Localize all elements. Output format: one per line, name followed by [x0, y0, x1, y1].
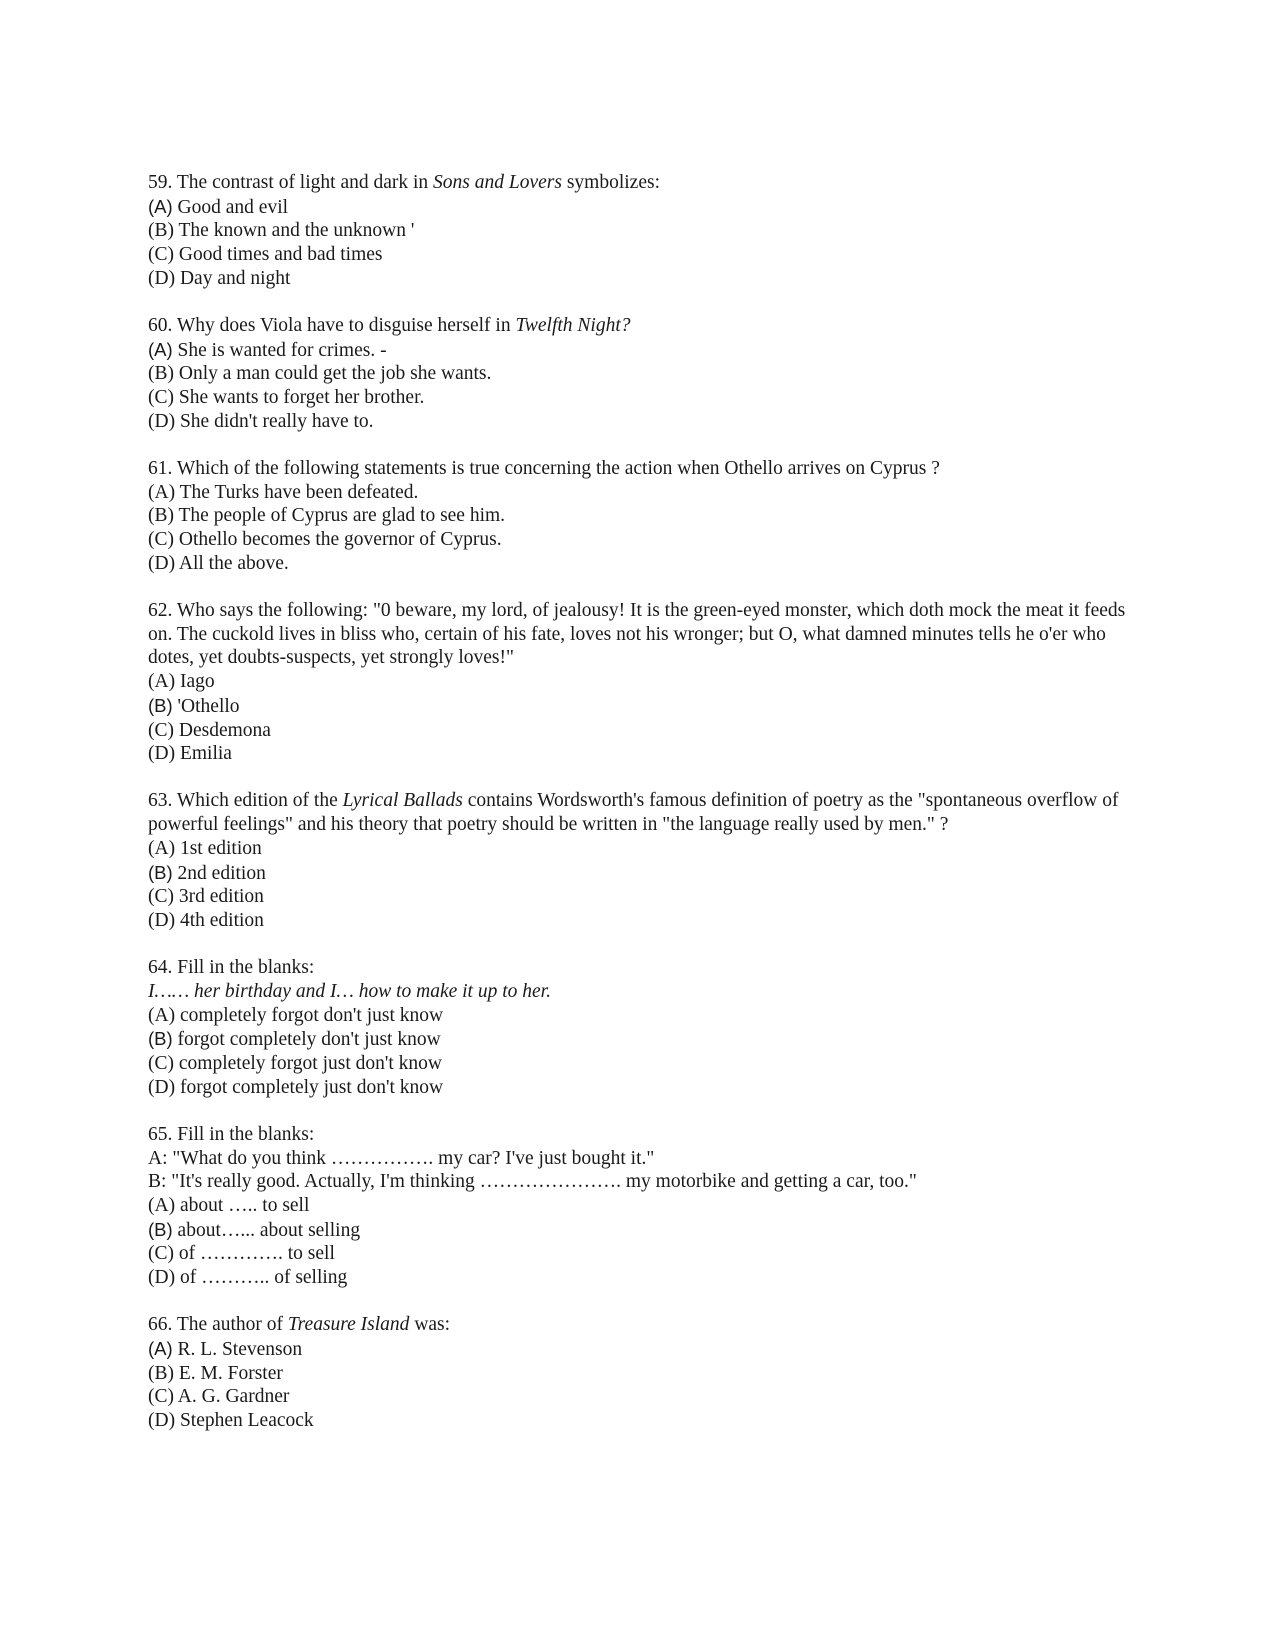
question-number: 59. — [148, 172, 173, 193]
option-letter: (B) — [148, 220, 174, 242]
answer-option — [148, 1385, 1148, 1409]
option-text: The known and the unknown ' — [174, 220, 415, 242]
answer-option — [148, 1004, 1148, 1028]
option-text: Iago — [175, 671, 215, 693]
answer-option — [148, 837, 1148, 861]
answer-option — [148, 219, 1148, 243]
answer-option — [148, 1194, 1148, 1218]
option-text: forgot completely don't just know — [172, 1029, 441, 1051]
option-text: E. M. Forster — [174, 1362, 283, 1384]
option-text: Good and evil — [172, 196, 289, 218]
title-italic: Lyrical Ballads — [342, 790, 463, 812]
answer-option — [148, 1242, 1148, 1266]
option-letter: (A) — [148, 1338, 173, 1360]
option-letter: (A) — [148, 671, 176, 693]
option-text: Stephen Leacock — [175, 1410, 314, 1432]
option-text: Good times and bad times — [174, 244, 383, 266]
option-text: 2nd edition — [172, 862, 266, 884]
question-text: Why does Viola have to disguise herself in — [172, 315, 516, 337]
option-letter: (D) — [148, 743, 176, 765]
answer-option — [148, 1337, 1148, 1362]
option-text: Only a man could get the job she wants. — [174, 363, 492, 385]
option-letter: (D) — [148, 267, 176, 289]
question-62 — [148, 599, 1148, 766]
question-59 — [148, 171, 1148, 291]
option-letter: (D) — [148, 1267, 176, 1289]
question-text: Fill in the blanks: — [172, 957, 315, 979]
question-text: The author of — [172, 1314, 288, 1336]
question-stem — [148, 956, 1148, 980]
option-text: completely forgot just don't know — [174, 1053, 443, 1074]
option-letter: (A) — [148, 1004, 176, 1026]
option-letter: (B) — [148, 1218, 173, 1240]
question-sheet — [148, 171, 1148, 1456]
option-letter: (B) — [148, 505, 174, 527]
option-text: 'Othello — [172, 695, 240, 717]
option-letter: (B) — [148, 363, 174, 385]
answer-option — [148, 362, 1148, 386]
answer-option — [148, 885, 1148, 909]
option-text: completely forgot don't just know — [175, 1004, 444, 1026]
question-text: Which of the following statements is true concerning the action when Othello arrives on Cyprus ? — [172, 458, 940, 480]
answer-option — [148, 1052, 1148, 1076]
title-italic: Sons and Lovers — [433, 172, 562, 193]
question-number: 63. — [148, 790, 173, 812]
question-65 — [148, 1123, 1148, 1290]
answer-option — [148, 670, 1148, 694]
option-letter: (C) — [148, 719, 174, 741]
option-letter: (C) — [148, 1053, 174, 1074]
option-letter: (D) — [148, 552, 176, 574]
option-text: Day and night — [175, 267, 291, 289]
question-stem — [148, 1313, 1148, 1337]
option-letter: (C) — [148, 886, 174, 908]
answer-option — [148, 528, 1148, 552]
question-extra-line — [148, 1147, 1148, 1171]
answer-option — [148, 243, 1148, 267]
option-text: A. G. Gardner — [174, 1386, 290, 1408]
question-stem — [148, 599, 1148, 670]
option-letter: (C) — [148, 1243, 174, 1265]
option-letter: (B) — [148, 1362, 174, 1384]
option-text: Desdemona — [174, 719, 271, 741]
option-text: The Turks have been defeated. — [175, 481, 419, 503]
answer-option — [148, 1362, 1148, 1386]
option-text: All the above. — [175, 552, 289, 574]
option-text: 1st edition — [175, 837, 262, 859]
answer-option — [148, 410, 1148, 434]
question-61 — [148, 457, 1148, 576]
option-text: about…... about selling — [172, 1219, 361, 1241]
question-number: 65. — [148, 1123, 173, 1145]
question-60 — [148, 314, 1148, 434]
extra-line-text: B: "It's really good. Actually, I'm thinking …………………. my motorbike and getting a car, too." — [148, 1171, 917, 1193]
question-number: 66. — [148, 1314, 173, 1336]
question-text: Who says the following: "0 beware, my lord, of jealousy! It is the green-eyed monster, which doth mock the meat it feeds on. The cuckold lives in bliss who, certain of his fate, loves not his wronger; but O, what damned minutes tells he o'er who dotes, yet doubts-suspects, yet strongly loves!" — [148, 600, 1131, 669]
option-text: about ….. to sell — [175, 1195, 310, 1217]
title-italic: Twelfth Night? — [515, 315, 631, 337]
question-number: 60. — [148, 315, 173, 337]
answer-option — [148, 1409, 1148, 1433]
answer-option — [148, 719, 1148, 743]
option-letter: (C) — [148, 387, 174, 409]
option-letter: (C) — [148, 529, 174, 551]
question-extra-line — [148, 980, 1148, 1004]
option-letter: (B) — [148, 861, 173, 883]
option-letter: (C) — [148, 1386, 174, 1408]
question-66 — [148, 1313, 1148, 1433]
option-letter: (C) — [148, 244, 174, 266]
option-text: She is wanted for crimes. - — [172, 339, 387, 361]
question-stem — [148, 171, 1148, 195]
question-text: Fill in the blanks: — [172, 1123, 315, 1145]
option-text: The people of Cyprus are glad to see him. — [174, 505, 506, 527]
answer-option — [148, 552, 1148, 576]
question-stem — [148, 314, 1148, 338]
option-letter: (A) — [148, 338, 173, 360]
option-letter: (A) — [148, 481, 176, 503]
option-text: of …………. to sell — [174, 1243, 335, 1265]
answer-option — [148, 1266, 1148, 1290]
option-text: forgot completely just don't know — [175, 1076, 444, 1098]
answer-option — [148, 338, 1148, 363]
option-letter: (A) — [148, 837, 176, 859]
answer-option — [148, 861, 1148, 886]
answer-option — [148, 195, 1148, 220]
option-letter: (D) — [148, 1410, 176, 1432]
answer-option — [148, 1076, 1148, 1100]
option-letter: (D) — [148, 410, 176, 432]
option-text: She didn't really have to. — [175, 410, 374, 432]
question-stem — [148, 457, 1148, 481]
option-letter: (D) — [148, 1076, 176, 1098]
answer-option — [148, 694, 1148, 719]
option-letter: (B) — [148, 1028, 173, 1050]
answer-option — [148, 742, 1148, 766]
answer-option — [148, 481, 1148, 505]
answer-option — [148, 504, 1148, 528]
option-text: of ……….. of selling — [175, 1267, 348, 1289]
answer-option — [148, 1027, 1148, 1052]
option-letter: (D) — [148, 909, 176, 931]
answer-option — [148, 1218, 1148, 1243]
question-64 — [148, 956, 1148, 1099]
option-text: She wants to forget her brother. — [174, 387, 425, 409]
option-letter: (A) — [148, 1195, 176, 1217]
question-63 — [148, 789, 1148, 932]
option-text: 4th edition — [175, 909, 264, 931]
question-text: The contrast of light and dark in — [172, 172, 434, 193]
extra-line-text: A: "What do you think ……………. my car? I've just bought it." — [148, 1147, 655, 1169]
question-extra-line — [148, 1170, 1148, 1194]
answer-option — [148, 386, 1148, 410]
question-stem — [148, 789, 1148, 836]
question-text: contains Wordsworth's famous definition of poetry as the "spontaneous overflow of powerful feelings" and his theory that poetry should be written in "the language really used by men." ? — [148, 790, 1124, 836]
question-text: symbolizes: — [561, 172, 661, 193]
question-text: Which edition of the — [172, 790, 343, 812]
option-text: R. L. Stevenson — [172, 1339, 303, 1361]
extra-line-text: I…… her birthday and I… how to make it up to her. — [148, 980, 551, 1002]
question-stem — [148, 1123, 1148, 1147]
option-letter: (B) — [148, 694, 173, 716]
option-text: 3rd edition — [174, 886, 264, 908]
title-italic: Treasure Island — [287, 1314, 410, 1336]
option-text: Emilia — [175, 743, 232, 765]
question-number: 64. — [148, 957, 173, 979]
question-number: 61. — [148, 458, 173, 480]
answer-option — [148, 909, 1148, 933]
option-letter: (A) — [148, 195, 173, 217]
option-text: Othello becomes the governor of Cyprus. — [174, 529, 502, 551]
question-text: was: — [409, 1314, 451, 1336]
question-number: 62. — [148, 600, 173, 622]
answer-option — [148, 267, 1148, 291]
